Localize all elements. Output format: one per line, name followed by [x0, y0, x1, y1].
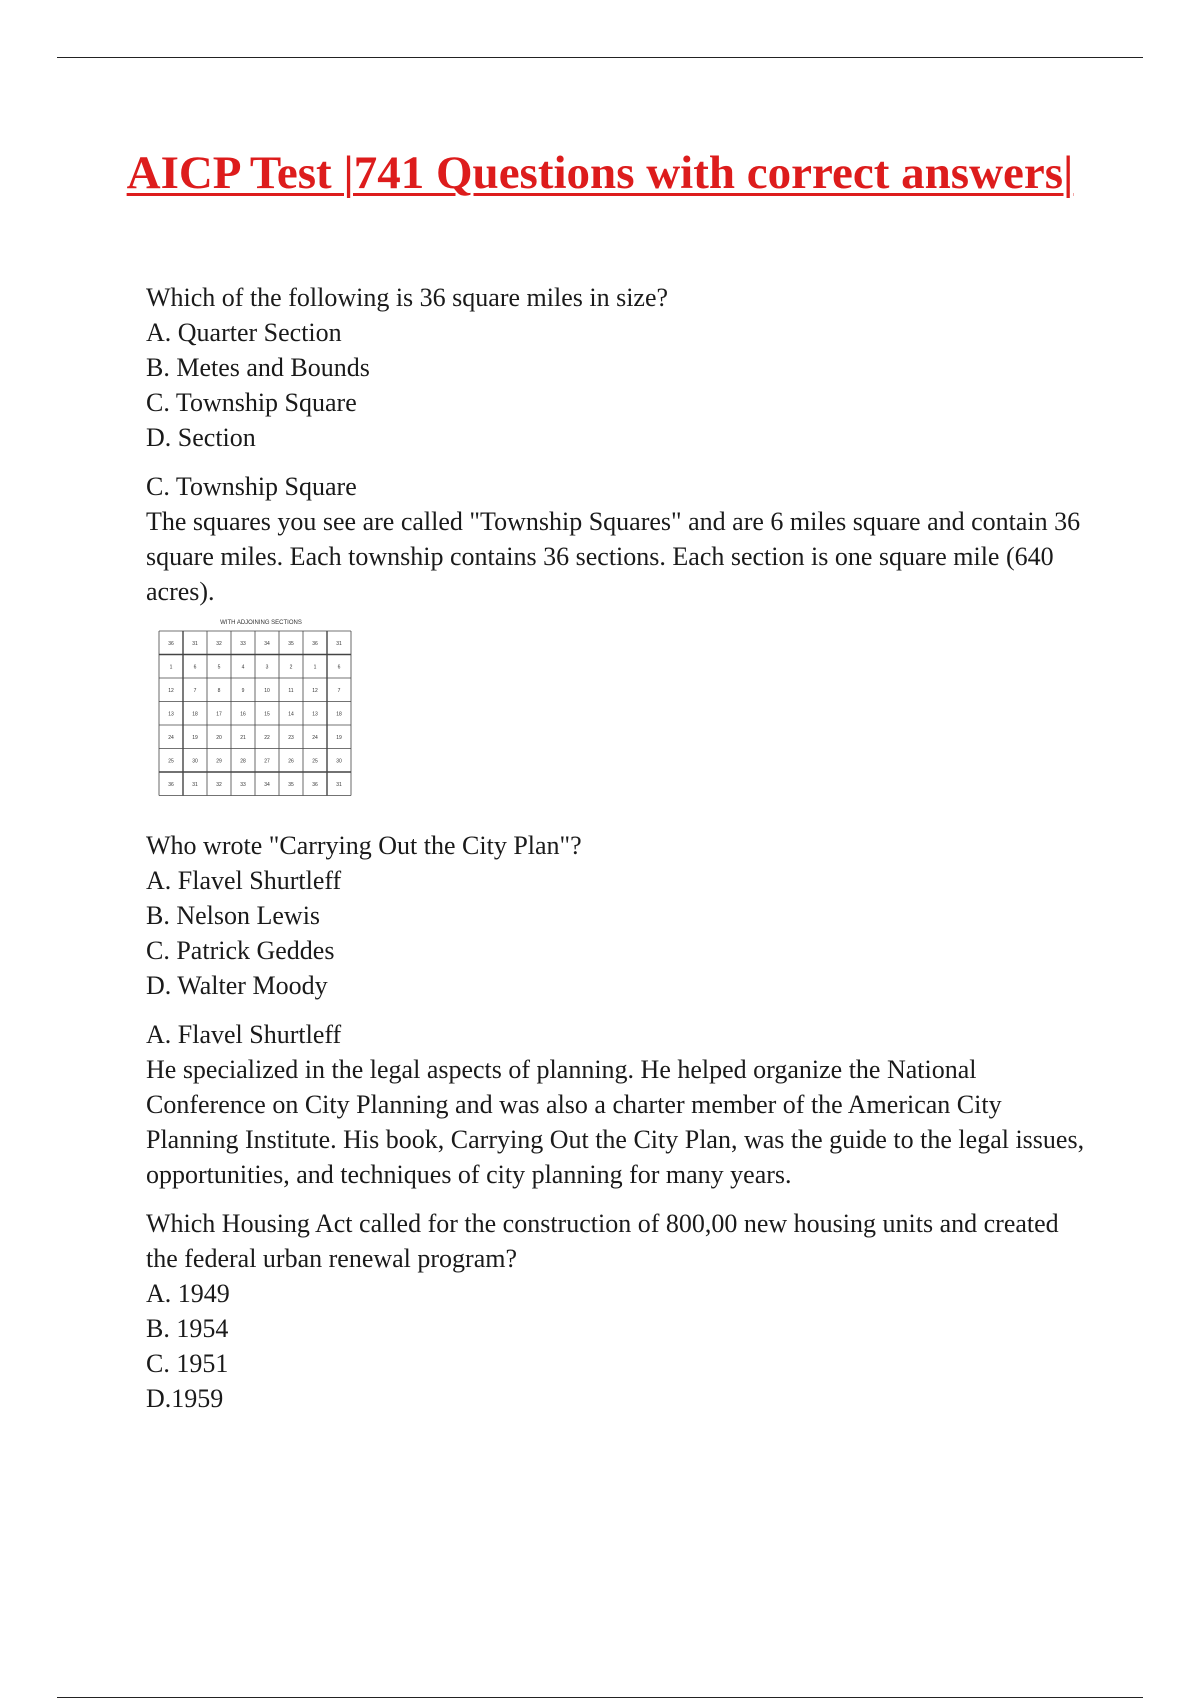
- grid-cell-label: 27: [264, 758, 270, 765]
- grid-cell-label: 6: [337, 664, 341, 671]
- grid-cell-label: 7: [337, 687, 341, 694]
- option-a: A. Quarter Section: [146, 318, 342, 347]
- grid-cell-label: 36: [312, 781, 318, 788]
- grid-cell-label: 18: [336, 711, 342, 718]
- top-rule: [57, 57, 1143, 58]
- option-b: B. Nelson Lewis: [146, 901, 321, 930]
- grid-cell-label: 31: [192, 781, 198, 788]
- option-b: B. 1954: [146, 1314, 229, 1343]
- grid-cell-label: 21: [240, 734, 246, 741]
- grid-cell-label: 34: [264, 640, 270, 647]
- grid-cell-label: 9: [241, 687, 245, 694]
- grid-cell-label: 10: [264, 687, 270, 694]
- option-a: A. 1949: [146, 1279, 230, 1308]
- grid-cell-label: 35: [288, 781, 294, 788]
- option-a: A. Flavel Shurtleff: [146, 866, 342, 895]
- document-body: [146, 280, 1096, 1430]
- grid-cell-label: 32: [216, 640, 222, 647]
- grid-cell-label: 31: [192, 640, 198, 647]
- grid-cell-label: 30: [192, 758, 198, 765]
- answer-1: [146, 469, 1096, 609]
- grid-cell-label: 13: [312, 711, 318, 718]
- grid-cell-label: 31: [336, 640, 342, 647]
- grid-cell-label: 17: [216, 711, 222, 718]
- grid-cell-label: 12: [168, 687, 174, 694]
- grid-cell-label: 26: [288, 758, 294, 765]
- option-d: D.1959: [146, 1384, 224, 1413]
- question-prompt: Which of the following is 36 square miles in size?: [146, 283, 669, 312]
- grid-cell-label: 4: [241, 664, 245, 671]
- grid-cell-label: 7: [193, 687, 197, 694]
- grid-cell-label: 1: [169, 664, 173, 671]
- grid-cell-label: 5: [217, 664, 221, 671]
- question-1: [146, 280, 1096, 455]
- grid-cell-label: 8: [217, 687, 221, 694]
- question-3: [146, 1206, 1096, 1416]
- grid-cell-label: 34: [264, 781, 270, 788]
- grid-cell-label: 28: [240, 758, 246, 765]
- grid-cell-label: 3: [265, 664, 269, 671]
- grid-cell-label: 19: [336, 734, 342, 741]
- grid-cell-label: 19: [192, 734, 198, 741]
- figure-caption: WITH ADJOINING SECTIONS: [220, 620, 302, 626]
- answer-text: C. Township Square: [146, 472, 357, 501]
- question-prompt: Which Housing Act called for the construction of 800,00 new housing units and created the federal urban renewal program?: [146, 1209, 1059, 1273]
- grid-cell-label: 33: [240, 640, 246, 647]
- grid-cell-label: 31: [336, 781, 342, 788]
- grid-cell-label: 1: [313, 664, 317, 671]
- grid-cell-label: 36: [312, 640, 318, 647]
- grid-cell-label: 13: [168, 711, 174, 718]
- grid-cell-label: 14: [288, 711, 294, 718]
- grid-cell-label: 25: [168, 758, 174, 765]
- question-prompt: Who wrote "Carrying Out the City Plan"?: [146, 831, 582, 860]
- grid-cell-label: 6: [193, 664, 197, 671]
- option-c: C. Township Square: [146, 388, 357, 417]
- question-2: [146, 828, 1096, 1003]
- grid-cell-label: 15: [264, 711, 270, 718]
- answer-explanation: He specialized in the legal aspects of planning. He helped organize the National Conference on City Planning and was also a charter member of the American City Planning Institute. His book, Carrying Out the City Plan, was the guide to the legal issues, opportunities, and techniques of city planning for many years.: [146, 1055, 1085, 1189]
- township-grid-image: [157, 617, 353, 797]
- grid-cell-label: 18: [192, 711, 198, 718]
- grid-cell-label: 11: [288, 687, 294, 694]
- grid-cell-label: 35: [288, 640, 294, 647]
- grid-cell-label: 22: [264, 734, 270, 741]
- grid-cell-label: 2: [289, 664, 293, 671]
- grid-cell-label: 30: [336, 758, 342, 765]
- option-c: C. 1951: [146, 1349, 229, 1378]
- grid-cell-label: 33: [240, 781, 246, 788]
- answer-text: A. Flavel Shurtleff: [146, 1020, 342, 1049]
- grid-cell-label: 36: [168, 640, 174, 647]
- option-c: C. Patrick Geddes: [146, 936, 335, 965]
- township-grid-figure: [157, 617, 1096, 806]
- answer-2: [146, 1017, 1096, 1192]
- grid-cell-label: 24: [168, 734, 174, 741]
- grid-cell-label: 25: [312, 758, 318, 765]
- grid-cell-label: 20: [216, 734, 222, 741]
- grid-cell-label: 29: [216, 758, 222, 765]
- grid-cell-label: 24: [312, 734, 318, 741]
- option-d: D. Section: [146, 423, 256, 452]
- answer-explanation: The squares you see are called "Township Squares" and are 6 miles square and contain 36 square miles. Each township contains 36 sections. Each section is one square mile (640 acres).: [146, 507, 1081, 606]
- grid-cell-label: 23: [288, 734, 294, 741]
- option-d: D. Walter Moody: [146, 971, 328, 1000]
- document-title: AICP Test |741 Questions with correct answers|: [126, 147, 1074, 199]
- grid-cell-label: 36: [168, 781, 174, 788]
- grid-cell-label: 32: [216, 781, 222, 788]
- option-b: B. Metes and Bounds: [146, 353, 370, 382]
- grid-cell-label: 12: [312, 687, 318, 694]
- bottom-rule: [57, 1697, 1143, 1698]
- grid-cell-label: 16: [240, 711, 246, 718]
